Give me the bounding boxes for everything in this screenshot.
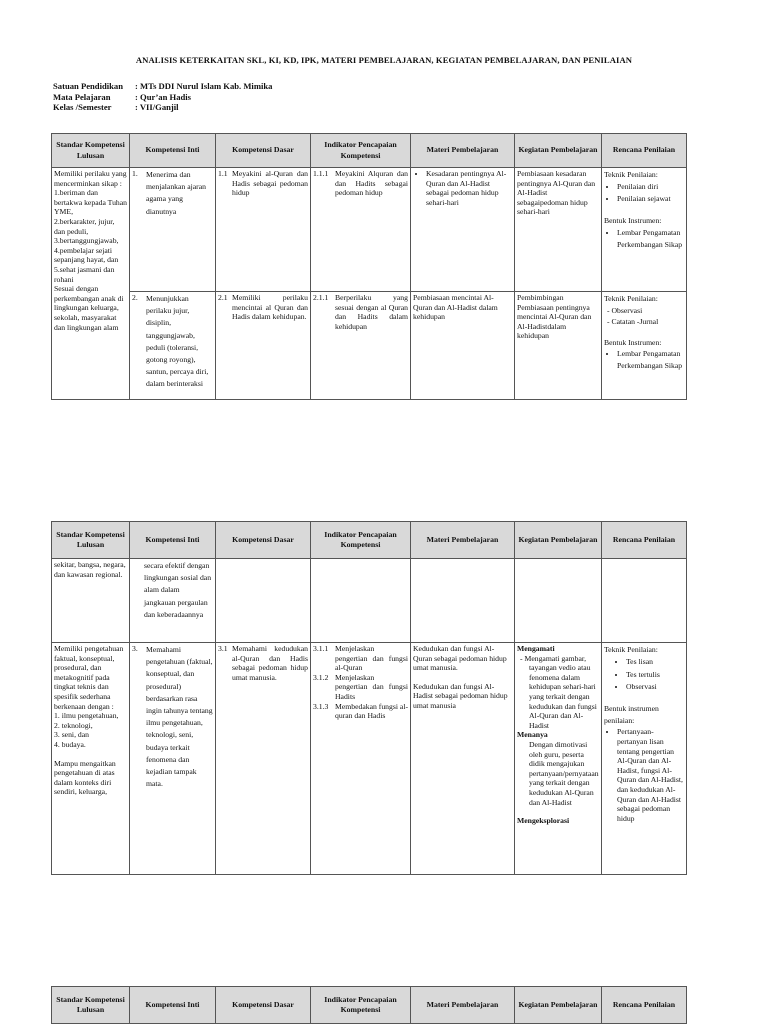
kegiatan-cell xyxy=(515,168,602,292)
ipk-number: 3.1.3 xyxy=(313,701,329,711)
header-kegiatan: Kegiatan Pembelajaran xyxy=(515,134,602,168)
kegiatan-heading: Menanya xyxy=(517,730,548,740)
teknik-item: • Tes tertulis xyxy=(626,669,684,681)
teknik-label: Teknik Penilaian: xyxy=(604,170,658,179)
teknik-item: - Observasi xyxy=(616,305,684,317)
kd-text: Meyakini al-Quran dan Hadis sebagai pedoman hidup xyxy=(232,169,308,198)
kd-number: 2.1 xyxy=(218,293,228,302)
meta-row-satuan xyxy=(53,81,272,92)
header-skl: Standar Kompetensi Lulusan xyxy=(52,134,130,168)
ipk-cell xyxy=(311,559,411,643)
meta-row-kelas xyxy=(53,102,272,113)
teknik-item: - Catatan -Jurnal xyxy=(616,316,684,328)
kegiatan-heading: Mengeksplorasi xyxy=(517,816,570,826)
kd-text: Memiliki perilaku mencintai al Quran dan Hadis dalam kehidupan. xyxy=(232,293,308,322)
ki-cell xyxy=(130,559,216,643)
penilaian-cell xyxy=(602,559,687,643)
kegiatan-cell xyxy=(515,292,602,400)
materi-cell xyxy=(411,168,515,292)
skl-item: 3. seni, dan xyxy=(54,730,90,740)
teknik-item: • Observasi xyxy=(626,681,684,693)
meta-label: Satuan Pendidikan xyxy=(53,81,123,91)
header-ipk: Indikator Pencapaian Kompetensi xyxy=(311,134,411,168)
header-ipk: Indikator Pencapaian Kompetensi xyxy=(311,522,411,559)
ki-text: Menunjukkan perilaku jujur, disiplin, tanggungjawab, peduli (toleransi, gotong royong), santun, percaya diri, dalam berinteraksi xyxy=(146,294,209,389)
header-skl: Standar Kompetensi Lulusan xyxy=(52,522,130,559)
header-ki: Kompetensi Inti xyxy=(130,134,216,168)
table-row xyxy=(52,168,687,292)
ipk-text: Menjelaskan pengertian dan fungsi Hadits xyxy=(335,672,408,701)
meta-value: : VII/Ganjil xyxy=(135,102,179,112)
ipk-text: Membedakan fungsi al-quran dan Hadis xyxy=(335,701,409,721)
ipk-cell xyxy=(311,168,411,292)
kegiatan-cell xyxy=(515,643,602,875)
kd-text: Memahami kedudukan al-Quran dan Hadis sebagai pedoman hidup umat manusia. xyxy=(232,644,308,682)
instrumen-item: • Pertanyaan-pertanyan lisan tentang pengertian Al-Quran dan Al-Hadist, fungsi Al-Quran dan Al-Hadist, dan kedudukan Al-Quran dan Al-Hadist sebagai pedoman hidup xyxy=(617,727,684,823)
document-title: ANALISIS KETERKAITAN SKL, KI, KD, IPK, MATERI PEMBELAJARAN, KEGIATAN PEMBELAJARAN, DAN PENILAIAN xyxy=(135,55,633,65)
header-kd: Kompetensi Dasar xyxy=(216,522,311,559)
instrumen-label: Bentuk Instrumen: xyxy=(604,337,662,347)
materi-cell xyxy=(411,643,515,875)
header-kd: Kompetensi Dasar xyxy=(216,134,311,168)
skl-item: 1.beriman dan bertakwa kepada Tuhan YME, xyxy=(54,188,128,217)
kegiatan-text: Pembimbingan Pembiasaan pentingnya mencintai Al-Quran dan Al-Hadistdalam kehidupan xyxy=(517,293,592,341)
ipk-text: Meyakini Alquran dan dan Hadits sebagai pedoman hidup xyxy=(335,169,408,198)
skl-intro: Memiliki pengetahuan faktual, konseptual, prosedural, dan metakognitif pada tingkat teknis dan spesifik sederhana berkenaan dengan : xyxy=(54,644,124,711)
ipk-text: Berperilaku yang sesuai dengan al Quran dan Hadits dalam kehidupan xyxy=(335,293,408,331)
skl-item: 1. ilmu pengetahuan, xyxy=(54,711,119,721)
ipk-number: 2.1.1 xyxy=(313,293,329,302)
instrumen-label: Bentuk instrumen penilaian: xyxy=(604,703,659,726)
header-ki: Kompetensi Inti xyxy=(130,987,216,1024)
header-penilaian: Rencana Penilaian xyxy=(602,987,687,1024)
ki-text: Memahami pengetahuan (faktual, konseptual, dan prosedural) berdasarkan rasa ingin tahunya tentang ilmu pengetahuan, teknologi, seni, budaya terkait fenomena dan kejadian tampak mata. xyxy=(146,645,213,789)
meta-row-mapel xyxy=(53,92,272,103)
skl-item: 4. budaya. xyxy=(54,739,86,749)
skl-item: 5.sehat jasmani dan rohani xyxy=(54,264,115,284)
ki-cell xyxy=(130,643,216,875)
materi-cell xyxy=(411,292,515,400)
materi-text: Kedudukan dan fungsi Al-Quran sebagai pedoman hidup umat manusia. xyxy=(413,644,507,673)
header-skl: Standar Kompetensi Lulusan xyxy=(52,987,130,1024)
meta-value: : Qur’an Hadis xyxy=(135,91,192,102)
header-ipk: Indikator Pencapaian Kompetensi xyxy=(311,987,411,1024)
teknik-item: • Penilaian diri xyxy=(617,181,684,193)
header-penilaian: Rencana Penilaian xyxy=(602,134,687,168)
document-meta xyxy=(53,81,272,113)
meta-label: Kelas /Semester xyxy=(53,102,112,112)
analysis-table-1 xyxy=(51,133,687,400)
ki-cell xyxy=(130,168,216,292)
kd-cell xyxy=(216,292,311,400)
header-kegiatan: Kegiatan Pembelajaran xyxy=(515,522,602,559)
kd-cell xyxy=(216,559,311,643)
header-ki: Kompetensi Inti xyxy=(130,522,216,559)
table-row xyxy=(52,559,687,643)
kd-number: 3.1 xyxy=(218,644,228,653)
skl-item: 4.pembelajar sejati sepanjang hayat, dan xyxy=(54,245,119,265)
header-materi: Materi Pembelajaran xyxy=(411,987,515,1024)
header-materi: Materi Pembelajaran xyxy=(411,522,515,559)
kd-number: 1.1 xyxy=(218,169,228,178)
ipk-text: Menjelaskan pengertian dan fungsi al-Quran xyxy=(335,644,408,673)
penilaian-cell xyxy=(602,292,687,400)
ki-number: 2. xyxy=(132,293,138,302)
skl-cell xyxy=(52,559,130,643)
teknik-item: • Tes lisan xyxy=(626,656,684,668)
kd-cell xyxy=(216,643,311,875)
skl-tail: Mampu mengaitkan pengetahuan di atas dalam konteks diri sendiri, keluarga, xyxy=(54,758,116,797)
kegiatan-heading: Mengamati xyxy=(517,644,555,653)
skl-text: sekitar, bangsa, negara, dan kawasan regional. xyxy=(54,560,126,579)
skl-tail: Sesuai dengan perkembangan anak di lingkungan keluarga, sekolah, masyarakat dan lingkungan alam xyxy=(54,284,124,332)
instrumen-label: Bentuk Instrumen: xyxy=(604,215,662,225)
penilaian-cell xyxy=(602,643,687,875)
skl-cell xyxy=(52,643,130,875)
ki-number: 1. xyxy=(132,169,138,178)
table-header-row xyxy=(52,522,687,559)
table-header-row xyxy=(52,134,687,168)
ipk-cell xyxy=(311,643,411,875)
teknik-label: Teknik Penilaian: xyxy=(604,645,658,654)
skl-item: 2.berkarakter, jujur, dan peduli, xyxy=(54,216,115,236)
kegiatan-cell xyxy=(515,559,602,643)
analysis-table-2 xyxy=(51,521,687,875)
kd-cell xyxy=(216,168,311,292)
ipk-cell xyxy=(311,292,411,400)
ki-number: 3. xyxy=(132,644,138,653)
ki-cell xyxy=(130,292,216,400)
kegiatan-text: Dengan dimotivasi oleh guru, peserta didik mengajukan pertanyaan/pernyataan yang terkait dengan kedudukan Al-Quran dan Al-Hadist xyxy=(529,739,599,807)
ki-text: Menerima dan menjalankan ajaran agama yang dianutnya xyxy=(146,170,206,216)
penilaian-cell xyxy=(602,168,687,292)
kegiatan-text: Pembiasaan kesadaran pentingnya Al-Quran dan Al-Hadist sebagaipedoman hidup sehari-hari xyxy=(517,169,596,217)
instrumen-item: • Lembar Pengamatan Perkembangan Sikap xyxy=(617,227,684,251)
kegiatan-item: - Mengamati gambar, tayangan vedio atau fenomena dalam kehidupan sehari-hari yang terkait dengan kedudukan dan fungsi Al-Quran dan Al-Hadist xyxy=(529,654,599,731)
materi-cell xyxy=(411,559,515,643)
ipk-number: 3.1.2 xyxy=(313,672,329,682)
skl-item: 3.bertanggungjawab, xyxy=(54,236,119,246)
teknik-label: Teknik Penilaian: xyxy=(604,294,658,303)
header-penilaian: Rencana Penilaian xyxy=(602,522,687,559)
header-kegiatan: Kegiatan Pembelajaran xyxy=(515,987,602,1024)
skl-intro: Memiliki perilaku yang mencerminkan sikap : xyxy=(54,169,127,188)
materi-item: • Kesadaran pentingnya Al-Quran dan Al-Hadist sebagai pedoman hidup sehari-hari xyxy=(426,169,512,207)
materi-text: Kedudukan dan fungsi Al-Hadist sebagai pedoman hidup umat manusia xyxy=(413,681,508,710)
header-kd: Kompetensi Dasar xyxy=(216,987,311,1024)
teknik-item: • Penilaian sejawat xyxy=(617,193,684,205)
ipk-number: 3.1.1 xyxy=(313,644,329,653)
analysis-table-3 xyxy=(51,986,687,1024)
table-header-row xyxy=(52,987,687,1024)
header-materi: Materi Pembelajaran xyxy=(411,134,515,168)
table-row xyxy=(52,643,687,875)
materi-text: Pembiasaan mencintai Al-Quran dan Al-Hadist dalam kehidupan xyxy=(413,293,498,322)
ipk-number: 1.1.1 xyxy=(313,169,329,178)
table-row xyxy=(52,292,687,400)
meta-value: : MTs DDI Nurul Islam Kab. Mimika xyxy=(135,81,273,91)
instrumen-item: • Lembar Pengamatan Perkembangan Sikap xyxy=(617,348,684,371)
ki-text: secara efektif dengan lingkungan sosial dan alam dalam jangkauan pergaulan dan keberadaannya xyxy=(144,561,212,619)
skl-cell xyxy=(52,168,130,400)
skl-item: 2. teknologi, xyxy=(54,720,93,730)
meta-label: Mata Pelajaran xyxy=(53,91,111,102)
